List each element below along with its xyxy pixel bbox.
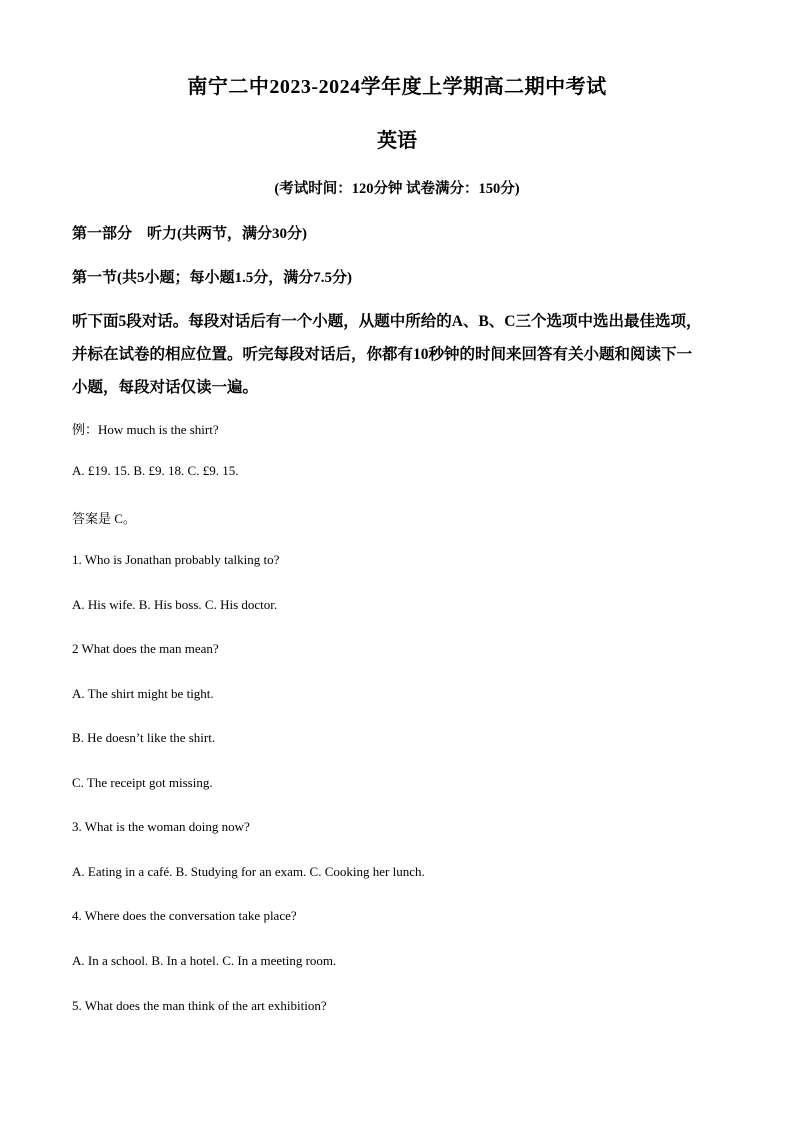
question-text: 4. Where does the conversation take place? — [72, 908, 297, 923]
exam-subject: 英语 — [377, 130, 417, 152]
question-text: 3. What is the woman doing now? — [72, 819, 250, 834]
question-text: 1. Who is Jonathan probably talking to? — [72, 552, 280, 567]
question-options: A. Eating in a café. B. Studying for an exam. C. Cooking her lunch. — [72, 864, 425, 879]
exam-title: 南宁二中2023-2024学年度上学期高二期中考试 — [187, 76, 607, 98]
instruction-line: 听下面5段对话。每段对话后有一个小题，从题中所给的A、B、C三个选项中选出最佳选项， — [72, 313, 702, 330]
example-question: 例：How much is the shirt? — [72, 422, 219, 437]
question-option: B. He doesn’t like the shirt. — [72, 730, 216, 745]
question-options: A. His wife. B. His boss. C. His doctor. — [72, 597, 278, 612]
section-heading: 第一节(共5小题；每小题1.5分，满分7.5分) — [72, 270, 352, 286]
part-heading: 第一部分 听力(共两节，满分30分) — [72, 226, 307, 242]
example-options: A. £19. 15. B. £9. 18. C. £9. 15. — [72, 463, 239, 478]
question-text: 5. What does the man think of the art exhibition? — [72, 998, 327, 1013]
question-options: A. In a school. B. In a hotel. C. In a meeting room. — [72, 953, 337, 968]
instruction-line: 小题，每段对话仅读一遍。 — [72, 379, 259, 396]
instruction-line: 并标在试卷的相应位置。听完每段对话后，你都有10秒钟的时间来回答有关小题和阅读下一 — [72, 346, 693, 363]
question-option: C. The receipt got missing. — [72, 775, 213, 790]
question-option: A. The shirt might be tight. — [72, 686, 214, 701]
question-text: 2 What does the man mean? — [72, 641, 219, 656]
instructions — [72, 305, 732, 404]
example-answer: 答案是 C。 — [72, 511, 136, 526]
exam-meta: (考试时间：120分钟 试卷满分：150分) — [274, 181, 520, 197]
